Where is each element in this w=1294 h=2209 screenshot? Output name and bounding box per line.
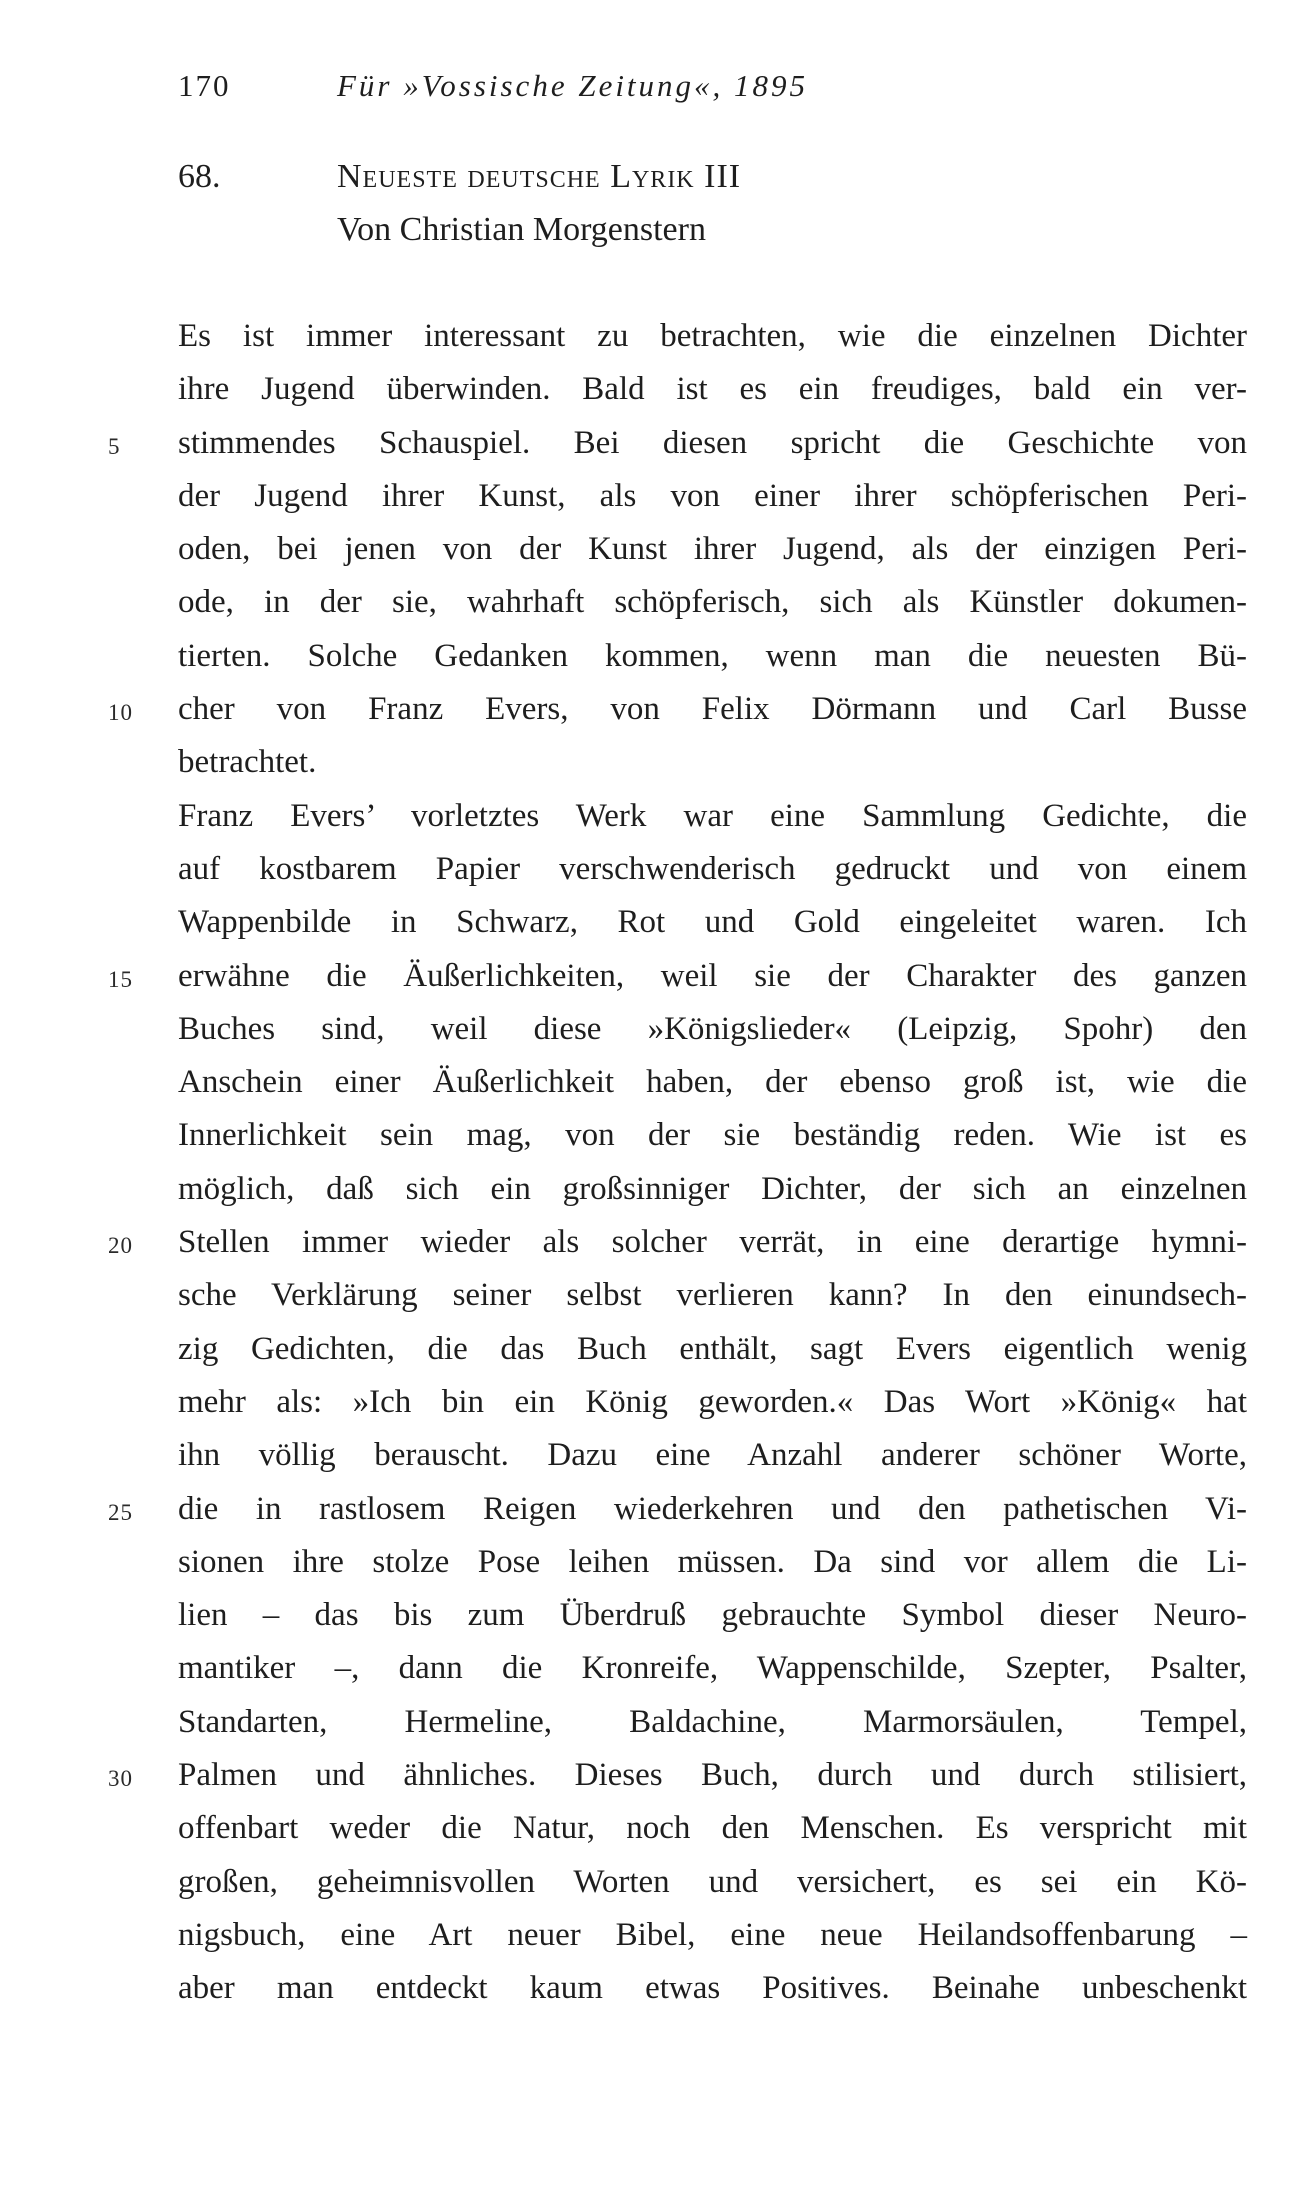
- body-line-text: sionen ihre stolze Pose leihen müssen. Da sind vor allem die Li-: [178, 1543, 1247, 1580]
- body-line-text: möglich, daß sich ein großsinniger Dichter, der sich an einzelnen: [178, 1170, 1247, 1207]
- text-line: [0, 1749, 1294, 1802]
- text-line: [0, 1589, 1294, 1642]
- text-line: [0, 790, 1294, 843]
- text-line: [0, 470, 1294, 523]
- text-line: [0, 1856, 1294, 1909]
- line-number: 15: [108, 966, 133, 992]
- text-line: [0, 1696, 1294, 1749]
- body-line-text: oden, bei jenen von der Kunst ihrer Jugend, als der einzigen Peri-: [178, 531, 1247, 568]
- body-line-text: mantiker –, dann die Kronreife, Wappenschilde, Szepter, Psalter,: [178, 1650, 1247, 1687]
- body-line-text: ihn völlig berauscht. Dazu eine Anzahl anderer schöner Worte,: [178, 1437, 1247, 1474]
- text-line: [0, 1536, 1294, 1589]
- text-line: [0, 1962, 1294, 2015]
- body-line-text: tierten. Solche Gedanken kommen, wenn man die neuesten Bü-: [178, 637, 1247, 674]
- body-line-text: Es ist immer interessant zu betrachten, wie die einzelnen Dichter: [178, 318, 1247, 354]
- article-author: Von Christian Morgenstern: [337, 211, 706, 248]
- body-line-text: erwähne die Äußerlichkeiten, weil sie der Charakter des ganzen: [178, 957, 1247, 994]
- body-line-text: großen, geheimnisvollen Worten und versichert, es sei ein Kö-: [178, 1863, 1247, 1900]
- text-line: [0, 1003, 1294, 1056]
- line-number: 5: [108, 433, 121, 459]
- page-number: 170: [178, 68, 231, 103]
- text-line: [0, 363, 1294, 416]
- body-line-text: ihre Jugend überwinden. Bald ist es ein freudiges, bald ein ver-: [178, 371, 1247, 408]
- text-line: [0, 1376, 1294, 1429]
- line-number: 10: [108, 700, 133, 726]
- body-line-text: auf kostbarem Papier verschwenderisch gedruckt und von einem: [178, 850, 1247, 887]
- body-line-text: cher von Franz Evers, von Felix Dörmann und Carl Busse: [178, 691, 1247, 728]
- body-line-text: zig Gedichten, die das Buch enthält, sagt Evers eigentlich wenig: [178, 1330, 1247, 1367]
- body-line-text: Standarten, Hermeline, Baldachine, Marmorsäulen, Tempel,: [178, 1703, 1247, 1740]
- body-line-text: Palmen und ähnliches. Dieses Buch, durch und durch stilisiert,: [178, 1757, 1247, 1794]
- body-line-text: Wappenbilde in Schwarz, Rot und Gold eingeleitet waren. Ich: [178, 904, 1247, 941]
- running-title: Für »Vossische Zeitung«, 1895: [337, 68, 809, 103]
- text-line: [0, 736, 1294, 789]
- body-line-text: stimmendes Schauspiel. Bei diesen spricht die Geschichte von: [178, 424, 1247, 461]
- line-number: 20: [108, 1233, 133, 1259]
- line-number: 30: [108, 1766, 133, 1792]
- body-line-text: mehr als: »Ich bin ein König geworden.« Das Wort »König« hat: [178, 1383, 1247, 1420]
- body-line-text: ode, in der sie, wahrhaft schöpferisch, sich als Künstler dokumen-: [178, 584, 1247, 621]
- text-line: [0, 576, 1294, 629]
- text-line: [0, 683, 1294, 736]
- body-line-text: lien – das bis zum Überdruß gebrauchte Symbol dieser Neuro-: [178, 1597, 1247, 1634]
- body-line-text: Anschein einer Äußerlichkeit haben, der ebenso groß ist, wie die: [178, 1064, 1247, 1101]
- body-line-text: Franz Evers’ vorletztes Werk war eine Sammlung Gedichte, die: [178, 797, 1247, 834]
- body-line-text: offenbart weder die Natur, noch den Menschen. Es verspricht mit: [178, 1810, 1247, 1847]
- text-line: [0, 1163, 1294, 1216]
- text-line: [0, 1056, 1294, 1109]
- body-line-text: die in rastlosem Reigen wiederkehren und den pathetischen Vi-: [178, 1490, 1247, 1527]
- text-line: [0, 1802, 1294, 1855]
- article-title: Neueste deutsche Lyrik III: [337, 158, 742, 195]
- body-line-text: Innerlichkeit sein mag, von der sie beständig reden. Wie ist es: [178, 1117, 1247, 1154]
- text-line: [0, 1909, 1294, 1962]
- text-line: [0, 310, 1294, 363]
- body-line-text: betrachtet.: [178, 744, 317, 781]
- body-line-text: der Jugend ihrer Kunst, als von einer ihrer schöpferischen Peri-: [178, 477, 1247, 514]
- text-line: [0, 896, 1294, 949]
- line-number: 25: [108, 1499, 133, 1525]
- text-line: [0, 1429, 1294, 1482]
- body-line-text: aber man entdeckt kaum etwas Positives. Beinahe unbeschenkt: [178, 1970, 1247, 2007]
- text-line: [0, 1216, 1294, 1269]
- text-line: [0, 630, 1294, 683]
- body-line-text: sche Verklärung seiner selbst verlieren kann? In den einundsech-: [178, 1277, 1247, 1314]
- text-line: [0, 1269, 1294, 1322]
- article-number: 68.: [178, 158, 221, 195]
- text-line: [0, 523, 1294, 576]
- running-head: [178, 64, 1078, 108]
- text-line: [0, 1642, 1294, 1695]
- body-line-text: Buches sind, weil diese »Königslieder« (Leipzig, Spohr) den: [178, 1010, 1247, 1047]
- text-line: [0, 1109, 1294, 1162]
- text-line: [0, 950, 1294, 1003]
- article-body: [0, 310, 1294, 2016]
- text-line: [0, 1323, 1294, 1376]
- body-line-text: nigsbuch, eine Art neuer Bibel, eine neue Heilandsoffenbarung –: [178, 1916, 1247, 1953]
- body-line-text: Stellen immer wieder als solcher verrät, in eine derartige hymni-: [178, 1224, 1247, 1261]
- text-line: [0, 417, 1294, 470]
- text-line: [0, 843, 1294, 896]
- text-line: [0, 1483, 1294, 1536]
